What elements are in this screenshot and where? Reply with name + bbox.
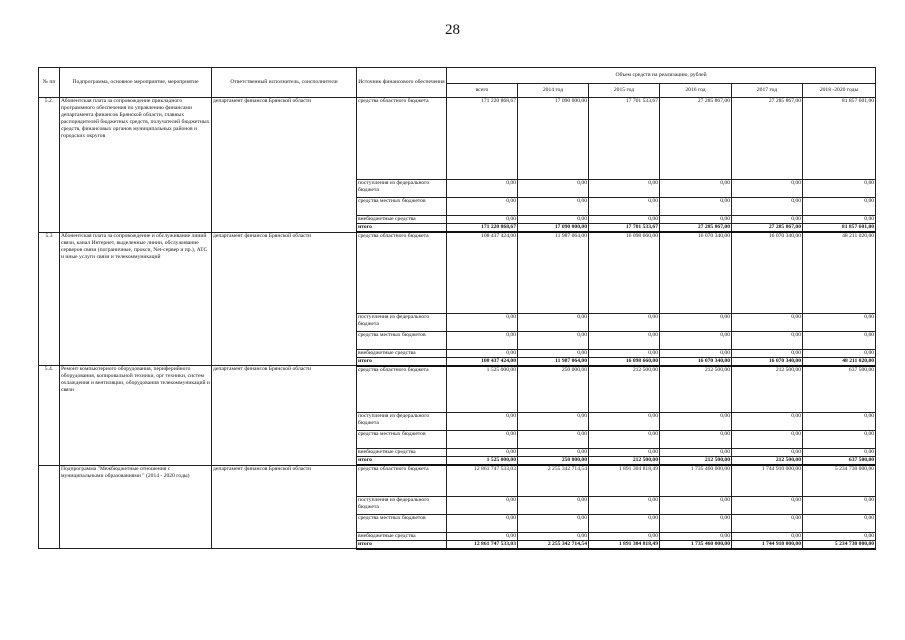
table-row <box>39 465 876 496</box>
amount-cell: 16 070 340,00 <box>660 357 732 366</box>
amount-cell: 0,00 <box>589 449 660 457</box>
funding-source: поступления из федерального бюджета <box>357 496 447 514</box>
amount-cell: 0,00 <box>660 514 732 532</box>
amount-cell: 0,00 <box>589 431 660 449</box>
amount-cell: 17 701 533,67 <box>589 98 660 180</box>
amount-cell: 0,00 <box>447 198 518 216</box>
funding-source: итого <box>357 540 447 549</box>
amount-cell: 0,00 <box>732 216 803 224</box>
funding-source: внебюджетные средства <box>357 449 447 457</box>
amount-cell: 0,00 <box>660 496 732 514</box>
row-number: 5.2. <box>39 98 60 233</box>
amount-cell: 1 744 910 000,00 <box>732 465 803 496</box>
funding-source: средства областного бюджета <box>357 98 447 180</box>
amount-cell: 250 000,00 <box>518 366 589 413</box>
funding-source: средства областного бюджета <box>357 366 447 413</box>
amount-cell: 1 525 000,00 <box>447 457 518 466</box>
amount-cell: 1 891 304 818,49 <box>589 465 660 496</box>
header-year-2016: 2016 год <box>660 84 732 98</box>
header-year-total: всего <box>447 84 518 98</box>
program-name: Абонентская плата за сопровождение и обслуживание линий связи, канал Интернет, выделенные линии, обслуживание серверов связи (пограничные, прокси, Net-сервер и пр.), АТС и иные услуги связи и телекоммуникаций <box>60 232 212 366</box>
amount-cell: 48 211 020,00 <box>803 232 876 313</box>
amount-cell: 0,00 <box>447 180 518 198</box>
amount-cell: 17 090 000,00 <box>518 98 589 180</box>
amount-cell: 0,00 <box>518 413 589 431</box>
amount-cell: 0,00 <box>660 180 732 198</box>
amount-cell: 11 987 064,00 <box>518 357 589 366</box>
amount-cell: 0,00 <box>447 413 518 431</box>
amount-cell: 1 735 460 000,00 <box>660 465 732 496</box>
amount-cell: 0,00 <box>518 532 589 540</box>
amount-cell: 1 735 460 000,00 <box>660 540 732 549</box>
amount-cell: 0,00 <box>518 431 589 449</box>
amount-cell: 0,00 <box>732 313 803 331</box>
amount-cell: 171 220 868,67 <box>447 224 518 233</box>
amount-cell: 12 861 747 533,03 <box>447 465 518 496</box>
executor-name: департамент финансов Брянской области <box>212 232 357 366</box>
amount-cell: 16 070 340,00 <box>732 357 803 366</box>
amount-cell: 0,00 <box>447 313 518 331</box>
funding-source: средства местных бюджетов <box>357 331 447 349</box>
amount-cell: 0,00 <box>589 216 660 224</box>
executor-name: департамент финансов Брянской области <box>212 366 357 466</box>
table-body <box>39 98 876 549</box>
header-year-2018-2020: 2018 -2020 годы <box>803 84 876 98</box>
amount-cell: 11 987 064,00 <box>518 232 589 313</box>
amount-cell: 0,00 <box>518 514 589 532</box>
header-executor: Ответственный исполнитель, соисполнители <box>212 68 357 98</box>
amount-cell: 0,00 <box>660 413 732 431</box>
amount-cell: 0,00 <box>803 514 876 532</box>
funding-source: средства местных бюджетов <box>357 431 447 449</box>
funding-source: средства местных бюджетов <box>357 514 447 532</box>
amount-cell: 0,00 <box>589 180 660 198</box>
funding-source: средства областного бюджета <box>357 465 447 496</box>
header-year-2015: 2015 год <box>589 84 660 98</box>
amount-cell: 0,00 <box>660 216 732 224</box>
amount-cell: 637 500,00 <box>803 366 876 413</box>
header-year-2014: 2014 год <box>518 84 589 98</box>
funding-source: средства местных бюджетов <box>357 198 447 216</box>
funding-source: итого <box>357 457 447 466</box>
funding-source: внебюджетные средства <box>357 532 447 540</box>
amount-cell: 0,00 <box>660 349 732 357</box>
amount-cell: 0,00 <box>589 313 660 331</box>
amount-cell: 212 500,00 <box>589 457 660 466</box>
executor-name: департамент финансов Брянской области <box>212 465 357 549</box>
amount-cell: 0,00 <box>732 449 803 457</box>
amount-cell: 0,00 <box>803 532 876 540</box>
amount-cell: 0,00 <box>732 496 803 514</box>
amount-cell: 0,00 <box>660 331 732 349</box>
amount-cell: 0,00 <box>447 449 518 457</box>
amount-cell: 27 285 867,00 <box>732 98 803 180</box>
program-name: Ремонт компьютерного оборудования, периферийного оборудования, копировальной техники, орг техники, систем охлаждения и вентиляции, оборудования телекоммуникаций и связи <box>60 366 212 466</box>
amount-cell: 0,00 <box>803 198 876 216</box>
funding-source: поступления из федерального бюджета <box>357 313 447 331</box>
amount-cell: 0,00 <box>732 532 803 540</box>
amount-cell: 0,00 <box>660 532 732 540</box>
funding-source: внебюджетные средства <box>357 349 447 357</box>
program-name: Подпрограмма "Межбюджетные отношения с муниципальными образованиями " (2014 - 2020 годы) <box>60 465 212 549</box>
row-number: 5.3 <box>39 232 60 366</box>
amount-cell: 81 857 601,00 <box>803 98 876 180</box>
amount-cell: 2 255 342 714,54 <box>518 540 589 549</box>
amount-cell: 0,00 <box>732 349 803 357</box>
amount-cell: 5 234 730 000,00 <box>803 540 876 549</box>
amount-cell: 0,00 <box>589 349 660 357</box>
amount-cell: 0,00 <box>803 413 876 431</box>
budget-table <box>38 67 876 550</box>
amount-cell: 27 285 867,00 <box>660 98 732 180</box>
amount-cell: 0,00 <box>803 431 876 449</box>
amount-cell: 16 070 340,00 <box>660 232 732 313</box>
amount-cell: 0,00 <box>732 413 803 431</box>
amount-cell: 637 500,00 <box>803 457 876 466</box>
amount-cell: 0,00 <box>518 331 589 349</box>
amount-cell: 1 744 910 000,00 <box>732 540 803 549</box>
amount-cell: 16 070 340,00 <box>732 232 803 313</box>
amount-cell: 16 098 660,00 <box>589 357 660 366</box>
header-no: № пп <box>39 68 60 98</box>
amount-cell: 17 701 533,67 <box>589 224 660 233</box>
amount-cell: 48 211 020,00 <box>803 357 876 366</box>
amount-cell: 1 525 000,00 <box>447 366 518 413</box>
amount-cell: 0,00 <box>732 431 803 449</box>
amount-cell: 108 437 424,00 <box>447 232 518 313</box>
amount-cell: 0,00 <box>660 313 732 331</box>
amount-cell: 212 500,00 <box>660 457 732 466</box>
amount-cell: 0,00 <box>518 198 589 216</box>
amount-cell: 27 285 867,00 <box>660 224 732 233</box>
amount-cell: 1 891 304 818,49 <box>589 540 660 549</box>
table-row <box>39 232 876 313</box>
amount-cell: 0,00 <box>518 216 589 224</box>
amount-cell: 0,00 <box>447 496 518 514</box>
funding-source: средства областного бюджета <box>357 232 447 313</box>
amount-cell: 212 500,00 <box>660 366 732 413</box>
header-source: Источник финансового обеспечения <box>357 68 447 98</box>
row-number <box>39 465 60 549</box>
amount-cell: 12 861 747 533,03 <box>447 540 518 549</box>
amount-cell: 0,00 <box>803 313 876 331</box>
amount-cell: 0,00 <box>732 198 803 216</box>
funding-source: поступления из федерального бюджета <box>357 413 447 431</box>
amount-cell: 0,00 <box>589 331 660 349</box>
amount-cell: 0,00 <box>447 216 518 224</box>
executor-name: департамент финансов Брянской области <box>212 98 357 233</box>
amount-cell: 212 500,00 <box>732 366 803 413</box>
table-row <box>39 98 876 180</box>
amount-cell: 5 234 730 000,00 <box>803 465 876 496</box>
amount-cell: 0,00 <box>518 349 589 357</box>
amount-cell: 2 255 342 714,54 <box>518 465 589 496</box>
header-year-2017: 2017 год <box>732 84 803 98</box>
amount-cell: 0,00 <box>803 331 876 349</box>
amount-cell: 250 000,00 <box>518 457 589 466</box>
row-number: 5.4. <box>39 366 60 466</box>
amount-cell: 0,00 <box>660 449 732 457</box>
amount-cell: 171 220 868,67 <box>447 98 518 180</box>
program-name: Абонентская плата за сопровождение прикладного программного обеспечения по управлению финансами департамента финансов Брянской области, главных распорядителей бюджетных средств, получателей бюджетных средств, финансовых органов муниципальных районов и городских округов <box>60 98 212 233</box>
amount-cell: 0,00 <box>803 349 876 357</box>
amount-cell: 0,00 <box>518 180 589 198</box>
funding-source: итого <box>357 224 447 233</box>
amount-cell: 0,00 <box>518 449 589 457</box>
amount-cell: 0,00 <box>447 514 518 532</box>
amount-cell: 16 098 660,00 <box>589 232 660 313</box>
amount-cell: 212 500,00 <box>732 457 803 466</box>
header-volume: Объем средств на реализацию, рублей <box>447 68 876 84</box>
amount-cell: 0,00 <box>589 532 660 540</box>
amount-cell: 0,00 <box>447 331 518 349</box>
amount-cell: 0,00 <box>589 198 660 216</box>
table-row <box>39 366 876 413</box>
amount-cell: 27 285 867,00 <box>732 224 803 233</box>
amount-cell: 0,00 <box>589 413 660 431</box>
amount-cell: 17 090 000,00 <box>518 224 589 233</box>
amount-cell: 0,00 <box>660 198 732 216</box>
amount-cell: 0,00 <box>518 313 589 331</box>
amount-cell: 81 857 601,00 <box>803 224 876 233</box>
amount-cell: 0,00 <box>803 496 876 514</box>
amount-cell: 0,00 <box>447 532 518 540</box>
funding-source: внебюджетные средства <box>357 216 447 224</box>
amount-cell: 212 500,00 <box>589 366 660 413</box>
page-number: 28 <box>445 22 460 38</box>
amount-cell: 0,00 <box>589 496 660 514</box>
amount-cell: 0,00 <box>803 180 876 198</box>
amount-cell: 0,00 <box>589 514 660 532</box>
amount-cell: 0,00 <box>732 331 803 349</box>
amount-cell: 0,00 <box>732 180 803 198</box>
header-program: Подпрограмма, основное мероприятие, мероприятие <box>60 68 212 98</box>
amount-cell: 0,00 <box>803 216 876 224</box>
amount-cell: 0,00 <box>732 514 803 532</box>
funding-source: итого <box>357 357 447 366</box>
amount-cell: 0,00 <box>518 496 589 514</box>
amount-cell: 0,00 <box>660 431 732 449</box>
amount-cell: 0,00 <box>803 449 876 457</box>
amount-cell: 0,00 <box>447 431 518 449</box>
amount-cell: 108 437 424,00 <box>447 357 518 366</box>
funding-source: поступления из федерального бюджета <box>357 180 447 198</box>
amount-cell: 0,00 <box>447 349 518 357</box>
